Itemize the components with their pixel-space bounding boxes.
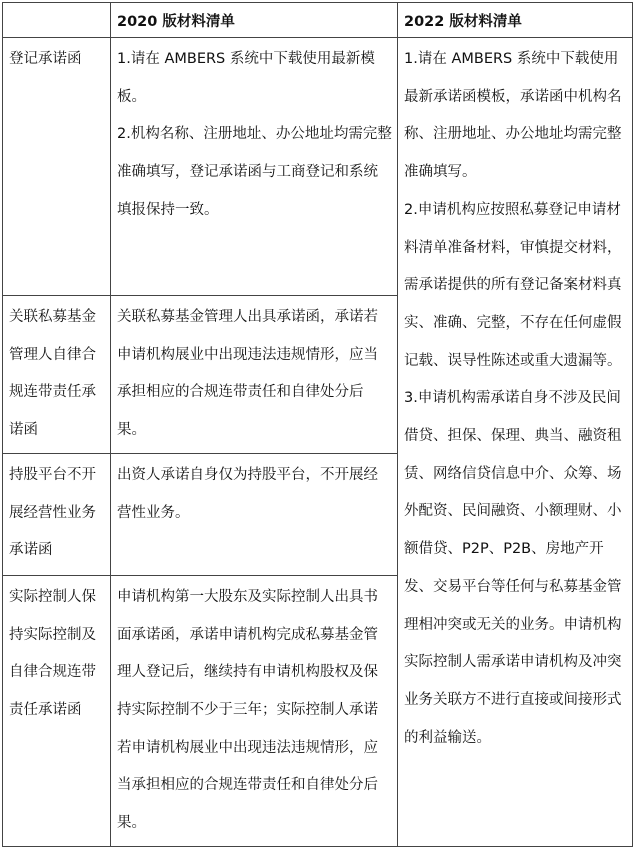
row-label: 关联私募基金管理人自律合规连带责任承诺函 bbox=[3, 296, 111, 454]
paragraph: 出资人承诺自身仅为持股平台，不开展经营性业务。 bbox=[117, 466, 378, 521]
paragraph: 3.申请机构需承诺自身不涉及民间借贷、担保、保理、典当、融资租赁、网络信贷信息中介、众筹、场外配资、民间融资、小额理财、小额借贷、P2P、P2B、房地产开发、交易平台等任何与私募基金管理相冲突或无关的业务。申请机构实际控制人需承诺申请机构及冲突业务关联方不进行直接或间接形式的利益输送。 bbox=[404, 390, 622, 746]
cell-2020 bbox=[111, 453, 398, 575]
header-2022: 2022 版材料清单 bbox=[398, 3, 633, 38]
paragraph: 2.机构名称、注册地址、办公地址均需完整准确填写，登记承诺函与工商登记和系统填报保持一致。 bbox=[117, 126, 392, 218]
paragraph: 1.请在 AMBERS 系统中下载使用最新模板。 bbox=[117, 51, 375, 105]
paragraph: 申请机构第一大股东及实际控制人出具书面承诺函，承诺申请机构完成私募基金管理人登记后，继续持有申请机构股权及保持实际控制不少于三年；实际控制人承诺若申请机构展业中出现违法违规情形，应当承担相应的合规连带责任和自律处分后果。 bbox=[117, 588, 378, 832]
cell-2020 bbox=[111, 296, 398, 454]
paragraph: 关联私募基金管理人出具承诺函，承诺若申请机构展业中出现违法违规情形，应当承担相应的合规连带责任和自律处分后果。 bbox=[117, 309, 378, 439]
cell-2022 bbox=[398, 38, 633, 847]
table-row bbox=[3, 38, 633, 296]
row-label: 实际控制人保持实际控制及自律合规连带责任承诺函 bbox=[3, 575, 111, 846]
cell-2020 bbox=[111, 38, 398, 296]
header-2020: 2020 版材料清单 bbox=[111, 3, 398, 38]
paragraph: 2.申请机构应按照私募登记申请材料清单准备材料，审慎提交材料，需承诺提供的所有登记备案材料真实、准确、完整，不存在任何虚假记载、误导性陈述或重大遗漏等。 bbox=[404, 201, 622, 369]
header-blank bbox=[3, 3, 111, 38]
table-header-row bbox=[3, 3, 633, 38]
row-label: 登记承诺函 bbox=[3, 38, 111, 296]
materials-comparison-table bbox=[2, 2, 633, 847]
paragraph: 1.请在 AMBERS 系统中下载使用最新承诺函模板，承诺函中机构名称、注册地址、办公地址均需完整准确填写。 bbox=[404, 51, 622, 181]
cell-2020 bbox=[111, 575, 398, 846]
row-label: 持股平台不开展经营性业务承诺函 bbox=[3, 453, 111, 575]
